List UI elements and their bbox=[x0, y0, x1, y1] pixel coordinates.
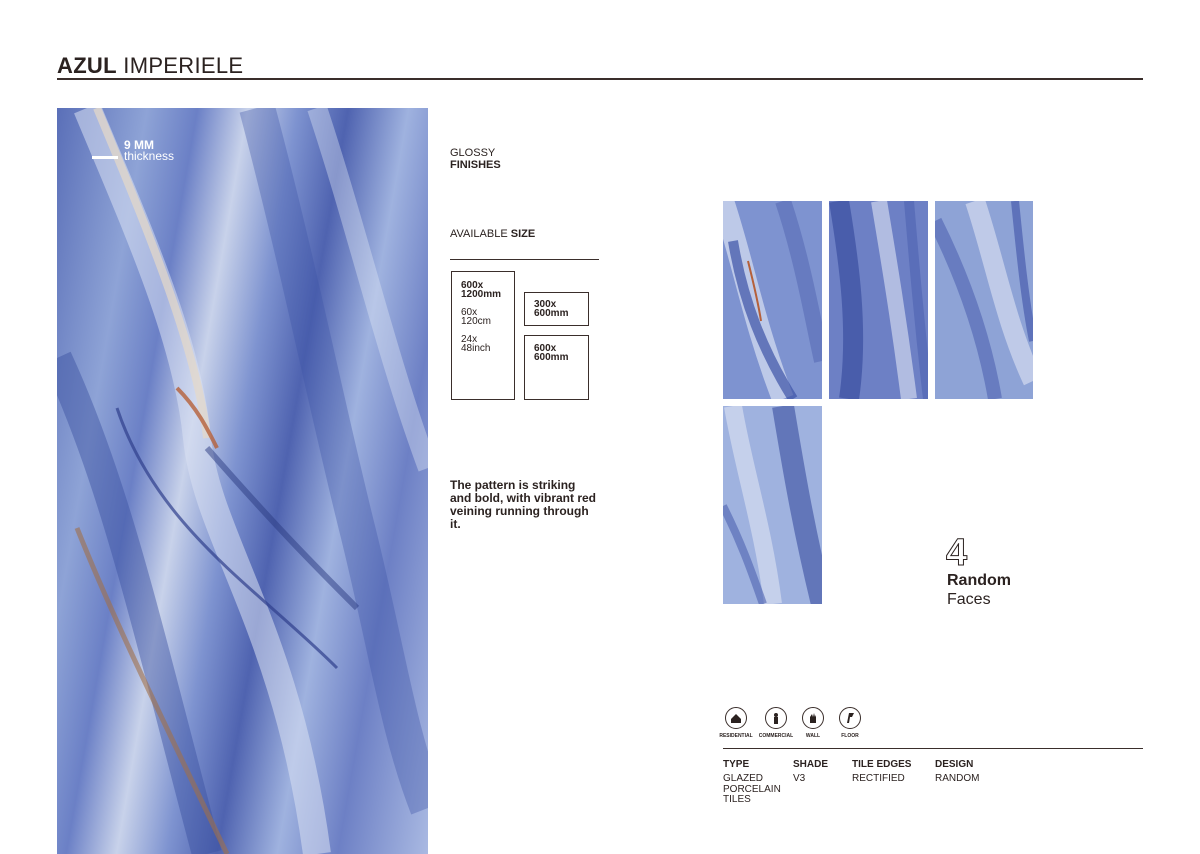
size2-line1: 300x bbox=[534, 299, 557, 310]
size-cm-line1: 60x bbox=[461, 307, 478, 318]
spec-edges-header: TILE EDGES bbox=[852, 759, 912, 770]
size-mm-line2: 1200mm bbox=[461, 289, 502, 300]
spec-type-header: TYPE bbox=[723, 759, 750, 770]
usage-icon-wall bbox=[802, 707, 824, 729]
available-label-light: AVAILABLE bbox=[450, 228, 508, 240]
floor-icon bbox=[839, 707, 861, 729]
size-cm-line2: 120cm bbox=[461, 316, 492, 327]
residential-icon bbox=[725, 707, 747, 729]
finish-label: FINISHES bbox=[450, 159, 501, 171]
wall-label: WALL bbox=[805, 733, 821, 739]
marble-veins bbox=[57, 108, 428, 854]
svg-text:4: 4 bbox=[946, 533, 968, 569]
usage-icon-floor bbox=[839, 707, 861, 729]
size-mm-line1: 600x bbox=[461, 280, 484, 291]
commercial-label: COMMERCIAL bbox=[758, 733, 794, 739]
residential-label: RESIDENTIAL bbox=[719, 733, 753, 739]
usage-icon-residential bbox=[725, 707, 747, 729]
face-tile-1 bbox=[723, 201, 822, 399]
faces-label-bold: Random bbox=[947, 572, 1011, 589]
face-tile-2 bbox=[829, 201, 928, 399]
size-box-300x600 bbox=[524, 292, 589, 326]
available-label-bold: SIZE bbox=[510, 228, 536, 240]
pattern-description: The pattern is striking and bold, with vibrant red veining running through it. bbox=[450, 478, 597, 531]
face-tile-3 bbox=[935, 201, 1033, 399]
main-marble-slab bbox=[57, 108, 428, 854]
spec-design-value: RANDOM bbox=[935, 773, 980, 784]
title-bold: AZUL bbox=[57, 53, 117, 78]
page-title bbox=[57, 53, 243, 79]
spec-shade-value: V3 bbox=[793, 773, 806, 784]
size3-line1: 600x bbox=[534, 343, 557, 354]
available-size-label bbox=[450, 228, 535, 240]
face-tile-4 bbox=[723, 406, 822, 604]
size-divider bbox=[450, 259, 599, 260]
header-divider bbox=[57, 78, 1143, 80]
spec-design-header: DESIGN bbox=[935, 759, 974, 770]
thickness-value: 9 MM bbox=[124, 138, 154, 152]
spec-divider bbox=[723, 748, 1143, 749]
spec-type-line3: TILES bbox=[723, 794, 751, 805]
size2-line2: 600mm bbox=[534, 308, 569, 319]
spec-type-line2: PORCELAIN bbox=[723, 783, 781, 795]
faces-count bbox=[946, 533, 980, 574]
usage-icon-commercial bbox=[765, 707, 787, 729]
size-inch-line2: 48inch bbox=[461, 343, 491, 354]
floor-label: FLOOR bbox=[841, 733, 859, 739]
size-inch-line1: 24x bbox=[461, 334, 478, 345]
spec-type-line1: GLAZED bbox=[723, 773, 764, 784]
commercial-icon bbox=[765, 707, 787, 729]
title-light: IMPERIELE bbox=[123, 53, 244, 78]
size-box-600x600 bbox=[524, 335, 589, 400]
wall-icon bbox=[802, 707, 824, 729]
thickness-bar bbox=[92, 156, 118, 159]
size-box-600x1200 bbox=[451, 271, 515, 400]
size3-line2: 600mm bbox=[534, 352, 569, 363]
thickness-label: thickness bbox=[124, 149, 175, 163]
spec-shade-header: SHADE bbox=[793, 759, 829, 770]
faces-label-light: Faces bbox=[947, 591, 991, 608]
spec-edges-value: RECTIFIED bbox=[852, 773, 905, 784]
finish-type: GLOSSY bbox=[450, 147, 496, 159]
